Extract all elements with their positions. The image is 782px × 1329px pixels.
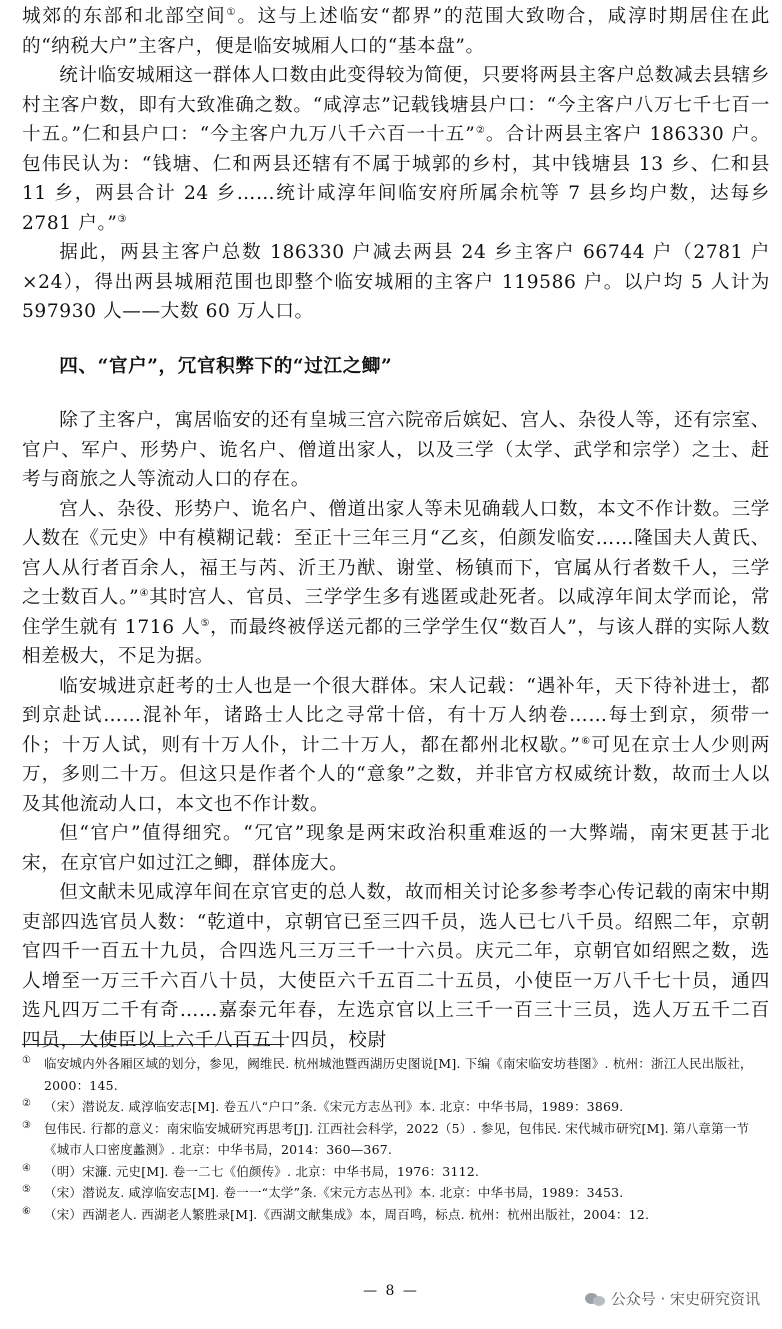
watermark — [585, 1288, 760, 1309]
footnote-mark: ② — [22, 1098, 32, 1109]
paragraph: 统计临安城厢这一群体人口数由此变得较为简便，只要将两县主客户总数减去县辖乡村主客户数，即有大致准确之数。“咸淳志”记载钱塘县户口：“今主客户八万七千七百一十五。”仁和县户口：“今主客户九万八千六百一十五”②。合计两县主客户 186330 户。包伟民认为：“钱塘、仁和两县还辖有不属于城郭的乡村，其中钱塘县 13 乡、仁和县 11 乡，两县合计 24 乡……统计咸淳年间临安府所属余杭等 7 县乡均户数，达每乡 2781 户。”③ — [22, 65, 771, 234]
footnote-mark: ③ — [22, 1119, 32, 1131]
paragraph: 临安城进京赶考的士人也是一个很大群体。宋人记载：“遇补年，天下待补进士，都到京赴试……混补年，诸路士人比之寻常十倍，有十万人纳卷……每士到京，须带一仆；十万人试，则有十万人仆，计二十万人，都在都州北权歇。”⑥可见在京士人少则两万，多则二十万。但这只是作者个人的“意象”之数，并非官方权威统计数，故而士人以及其他流动人口，本文也不作计数。 — [22, 675, 770, 815]
footnote-marker[interactable]: ⑤ — [200, 617, 211, 629]
paragraph: 宫人、杂役、形势户、诡名户、僧道出家人等未见确载人口数，本文不作计数。三学人数在《元史》中有模糊记载：至正十三年三月“乙亥，伯颜发临安……隆国夫人黄氏、宫人从行者百余人，福王与芮、沂王乃猷、谢堂、杨镇而下，官属从行者数千人，三学之士数百人。”④其时宫人、官员、三学学生多有逃匿或赴死者。以咸淳年间太学而论，常住学生就有 1716 人⑤，而最终被俘送元都的三学学生仅“数百人”，与该人群的实际人数相差极大，不足为据。 — [22, 498, 771, 667]
watermark-text: 公众号 · 宋史研究资讯 — [610, 1290, 760, 1308]
paragraph: 据此，两县主客户总数 186330 户减去两县 24 乡主客户 66744 户（2781 户×24），得出两县城厢范围也即整个临安城厢的主客户 119586 户。以户均 5 人计为 597930 人——大数 60 万人口。 — [22, 242, 770, 322]
footnote-marker[interactable]: ① — [226, 6, 238, 18]
paragraph: 但文献未见咸淳年间在京官吏的总人数，故而相关讨论多参考李心传记载的南宋中期吏部四选官员人数：“乾道中，京朝官已至三四千员，选人已七八千员。绍熙二年，京朝官四千一百五十九员，合四选凡三万三千一十六员。庆元二年，京朝官如绍熙之数，选人增至一万三千六百八十员，大使臣六千五百二十五员，小使臣一万八千七十员，通四选凡四万二千有奇……嘉泰元年春，左选京官以上三千一百三十三员，选人万五千二百四员，大使臣以上六千八百五十四员，校尉 — [22, 882, 770, 1051]
footnote-item: ③ 包伟民. 行都的意义：南宋临安城研究再思考[J]. 江西社会科学，2022（5）. 参见，包伟民. 宋代城市研究[M]. 第八章第一节《城市人口密度蠡测》. 北京：中华书局，2014：360—367. — [22, 1118, 770, 1161]
footnote-mark: ④ — [22, 1162, 32, 1174]
footnote-item: ② （宋）潜说友. 咸淳临安志[M]. 卷五八“户口”条.《宋元方志丛刊》本. 北京：中华书局，1989：3869. — [22, 1096, 770, 1118]
footnote-mark: ① — [22, 1055, 32, 1066]
paragraph: 除了主客户，寓居临安的还有皇城三宫六院帝后嫔妃、宫人、杂役人等，还有宗室、官户、军户、形势户、诡名户、僧道出家人，以及三学（太学、武学和宗学）之士、赶考与商旅之人等流动人口的存在。 — [22, 410, 770, 490]
footnote-marker[interactable]: ⑥ — [580, 735, 592, 747]
footnote-item: ④ （明）宋濂. 元史[M]. 卷一二七《伯颜传》. 北京：中华书局，1976：3112. — [22, 1161, 770, 1183]
footnote-item: ⑤ （宋）潜说友. 咸淳临安志[M]. 卷一一“太学”条.《宋元方志丛刊》本. 北京：中华书局，1989：3453. — [22, 1182, 770, 1204]
footnote-item: ① 临安城内外各厢区域的划分，参见，阙维民. 杭州城池暨西湖历史图说[M]. 下编《南宋临安坊巷图》. 杭州：浙江人民出版社，2000：145. — [22, 1053, 770, 1096]
footnote-marker[interactable]: ② — [475, 124, 486, 136]
paragraph: 城郊的东部和北部空间①。这与上述临安“都界”的范围大致吻合，咸淳时期居住在此的“纳税大户”主客户，便是临安城厢人口的“基本盘”。 — [22, 6, 770, 57]
body-text — [22, 2, 770, 1055]
footnote-item: ⑥ （宋）西湖老人. 西湖老人繁胜录[M].《西湖文献集成》本，周百鸣，标点. 杭州：杭州出版社，2004：12. — [22, 1204, 770, 1226]
paragraph: 但“官户”值得细究。“冗官”现象是两宋政治积重难返的一大弊端，南宋更甚于北宋，在京官户如过江之鲫，群体庞大。 — [22, 823, 770, 874]
wechat-icon — [585, 1291, 605, 1307]
footnote-divider — [22, 1044, 284, 1045]
footnote-mark: ⑥ — [22, 1205, 32, 1217]
footnotes — [22, 1053, 770, 1225]
footnote-mark: ⑤ — [22, 1184, 32, 1195]
footnote-marker[interactable]: ③ — [117, 213, 128, 225]
footnote-marker[interactable]: ④ — [139, 587, 150, 599]
page-number: — 8 — — [363, 1283, 419, 1299]
section-heading: 四、“官户”，冗官积弊下的“过江之鲫” — [59, 355, 393, 377]
